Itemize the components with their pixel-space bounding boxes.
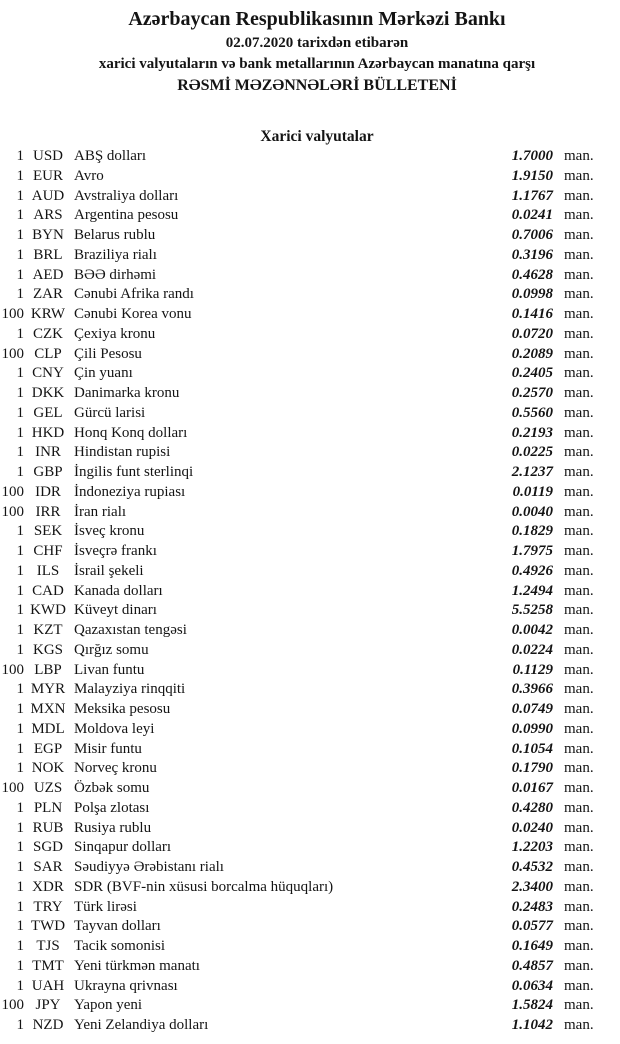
rate-row [0, 898, 620, 918]
rate-value-cell: 0.0998 [511, 286, 553, 303]
rate-value-cell: 0.0042 [511, 622, 553, 638]
rate-row [0, 917, 620, 937]
currency-name-cell: SDR (BVF-nin xüsusi borcalma hüquqları) [74, 878, 334, 895]
rate-value-cell: 0.2089 [511, 345, 553, 362]
currency-code-cell: KGS [32, 641, 63, 658]
unit-cell: man. [564, 740, 594, 757]
quantity-cell: 1 [16, 681, 24, 698]
rate-row [0, 641, 620, 661]
unit-cell: man. [564, 641, 594, 658]
currency-code-cell: ARS [33, 207, 63, 224]
currency-code-cell: KWD [30, 602, 66, 619]
quantity-cell: 1 [16, 404, 24, 421]
currency-code-cell: UAH [31, 977, 65, 994]
rate-row [0, 759, 620, 779]
quantity-cell: 1 [16, 325, 24, 342]
rate-row [0, 582, 620, 602]
rate-row [0, 562, 620, 582]
bank-title: Azərbaycan Respublikasının Mərkəzi Bankı [128, 8, 506, 30]
rate-value-cell: 1.2494 [511, 582, 553, 599]
currency-name-cell: Tayvan dolları [74, 918, 161, 935]
quantity-cell: 1 [16, 562, 24, 579]
unit-cell: man. [564, 207, 594, 224]
quantity-cell: 100 [1, 503, 24, 520]
currency-name-cell: Belarus rublu [74, 227, 156, 243]
rate-value-cell: 0.2570 [511, 385, 553, 401]
currency-name-cell: Kanada dolları [74, 582, 163, 599]
unit-cell: man. [564, 543, 594, 559]
currency-name-cell: İsrail şekeli [74, 562, 144, 579]
currency-name-cell: Meksika pesosu [74, 701, 171, 717]
quantity-cell: 1 [16, 207, 24, 224]
rate-value-cell: 0.2483 [511, 898, 553, 915]
rate-value-cell: 0.0224 [511, 641, 553, 658]
rate-row [0, 463, 620, 483]
unit-cell: man. [564, 918, 594, 935]
unit-cell: man. [564, 266, 594, 283]
quantity-cell: 100 [1, 997, 24, 1014]
quantity-cell: 1 [16, 878, 24, 895]
quantity-cell: 1 [16, 918, 24, 935]
rate-row [0, 503, 620, 523]
rate-row [0, 878, 620, 898]
currency-code-cell: BYN [32, 227, 64, 243]
currency-code-cell: DKK [31, 385, 65, 401]
rate-row [0, 542, 620, 562]
currency-name-cell: Ukrayna qrivnası [74, 977, 178, 994]
rate-row [0, 621, 620, 641]
unit-cell: man. [564, 444, 594, 461]
unit-cell: man. [564, 148, 594, 164]
currency-code-cell: CNY [32, 365, 64, 382]
currency-code-cell: KRW [30, 306, 66, 322]
currency-name-cell: Tacik somonisi [74, 938, 166, 954]
currency-name-cell: Çin yuanı [74, 365, 133, 382]
currency-code-cell: SEK [33, 523, 63, 540]
currency-code-cell: JPY [35, 997, 61, 1014]
quantity-cell: 1 [16, 977, 24, 994]
currency-name-cell: İsveç kronu [74, 523, 145, 540]
currency-code-cell: EUR [33, 167, 63, 184]
currency-name-cell: İsveçrə frankı [74, 543, 157, 559]
quantity-cell: 1 [16, 701, 24, 717]
currency-name-cell: Çexiya kronu [74, 325, 156, 342]
currency-code-cell: PLN [33, 799, 63, 816]
currency-name-cell: Gürcü larisi [74, 404, 146, 421]
rate-value-cell: 0.4532 [511, 859, 553, 875]
currency-code-cell: RUB [32, 819, 64, 836]
unit-cell: man. [564, 957, 594, 974]
rate-row [0, 285, 620, 305]
unit-cell: man. [564, 780, 594, 796]
rate-row [0, 206, 620, 226]
rate-value-cell: 1.9150 [511, 167, 553, 184]
rate-row [0, 384, 620, 404]
rate-row [0, 858, 620, 878]
unit-cell: man. [564, 701, 594, 717]
currency-code-cell: MXN [30, 701, 66, 717]
unit-cell: man. [564, 385, 594, 401]
currency-name-cell: Norveç kronu [74, 760, 157, 777]
currency-name-cell: Misir funtu [74, 740, 142, 757]
currency-code-cell: ZAR [33, 286, 63, 303]
currency-name-cell: Argentina pesosu [74, 207, 179, 224]
rate-value-cell: 1.5824 [511, 997, 553, 1014]
currency-code-cell: BRL [33, 246, 63, 263]
rate-value-cell: 0.4857 [511, 957, 553, 974]
currency-code-cell: NOK [31, 760, 65, 777]
rate-row [0, 779, 620, 799]
unit-cell: man. [564, 799, 594, 816]
currency-code-cell: SGD [32, 839, 63, 856]
rate-value-cell: 0.3196 [511, 246, 553, 263]
rate-value-cell: 0.0990 [511, 720, 553, 737]
quantity-cell: 1 [16, 957, 24, 974]
rate-value-cell: 0.0634 [511, 977, 553, 994]
rate-value-cell: 0.0240 [511, 819, 553, 836]
quantity-cell: 1 [16, 720, 24, 737]
rate-value-cell: 0.1129 [512, 661, 553, 678]
rate-row [0, 1016, 620, 1036]
unit-cell: man. [564, 898, 594, 915]
unit-cell: man. [564, 167, 594, 184]
currency-code-cell: MYR [30, 681, 66, 698]
currency-code-cell: AUD [31, 187, 65, 204]
rate-row [0, 661, 620, 681]
unit-cell: man. [564, 602, 594, 619]
rate-value-cell: 0.0225 [511, 444, 553, 461]
rate-row [0, 483, 620, 503]
currency-name-cell: BƏƏ dirhəmi [74, 266, 157, 283]
currency-code-cell: IRR [35, 503, 61, 520]
quantity-cell: 100 [1, 345, 24, 362]
quantity-cell: 1 [16, 227, 24, 243]
currency-name-cell: Polşa zlotası [74, 799, 150, 816]
effective-date: 02.07.2020 tarixdən etibarən [225, 35, 409, 51]
quantity-cell: 1 [16, 839, 24, 856]
rate-row [0, 187, 620, 207]
rate-value-cell: 0.1790 [511, 760, 553, 777]
rate-row [0, 305, 620, 325]
unit-cell: man. [564, 859, 594, 875]
unit-cell: man. [564, 306, 594, 322]
quantity-cell: 1 [16, 266, 24, 283]
unit-cell: man. [564, 878, 594, 895]
unit-cell: man. [564, 997, 594, 1014]
currency-name-cell: Türk lirəsi [74, 898, 137, 915]
rate-row [0, 167, 620, 187]
rate-row [0, 266, 620, 286]
rate-row [0, 424, 620, 444]
rate-row [0, 799, 620, 819]
rate-row [0, 147, 620, 167]
currency-name-cell: İndoneziya rupiası [74, 483, 186, 500]
currency-code-cell: TJS [36, 938, 60, 954]
rate-value-cell: 0.0577 [511, 918, 553, 935]
currency-code-cell: GBP [33, 464, 63, 480]
quantity-cell: 1 [16, 286, 24, 303]
rate-row [0, 680, 620, 700]
unit-cell: man. [564, 227, 594, 243]
currency-code-cell: ILS [36, 562, 60, 579]
bulletin-header [0, 0, 620, 97]
rate-value-cell: 0.7006 [511, 227, 553, 243]
rate-value-cell: 0.0241 [511, 207, 553, 224]
currency-name-cell: Qırğız somu [74, 641, 149, 658]
unit-cell: man. [564, 681, 594, 698]
currency-name-cell: Hindistan rupisi [74, 444, 171, 461]
quantity-cell: 1 [16, 523, 24, 540]
unit-cell: man. [564, 622, 594, 638]
rate-value-cell: 5.5258 [511, 602, 553, 619]
rate-row [0, 977, 620, 997]
rate-row [0, 325, 620, 345]
currency-name-cell: Cənubi Korea vonu [74, 306, 192, 322]
quantity-cell: 1 [16, 424, 24, 441]
quantity-cell: 100 [1, 483, 24, 500]
currency-code-cell: GEL [33, 404, 63, 421]
currency-name-cell: İngilis funt sterlinqi [74, 464, 194, 480]
currency-code-cell: CAD [32, 582, 64, 599]
quantity-cell: 1 [16, 1017, 24, 1033]
currency-name-cell: İran rialı [74, 503, 127, 520]
quantity-cell: 1 [16, 760, 24, 777]
currency-name-cell: Yeni türkmən manatı [74, 957, 200, 974]
rate-row [0, 246, 620, 266]
rate-value-cell: 2.3400 [511, 878, 553, 895]
currency-code-cell: TWD [30, 918, 66, 935]
unit-cell: man. [564, 503, 594, 520]
unit-cell: man. [564, 760, 594, 777]
rate-value-cell: 0.3966 [511, 681, 553, 698]
currency-name-cell: Yeni Zelandiya dolları [74, 1017, 209, 1033]
quantity-cell: 1 [16, 187, 24, 204]
currency-code-cell: HKD [31, 424, 65, 441]
rate-value-cell: 0.0119 [512, 483, 553, 500]
bulletin-title: RƏSMİ MƏZƏNNƏLƏRİ BÜLLETENİ [177, 77, 457, 94]
unit-cell: man. [564, 365, 594, 382]
unit-cell: man. [564, 582, 594, 599]
rate-value-cell: 0.0167 [511, 780, 553, 796]
currency-name-cell: Braziliya rialı [74, 246, 157, 263]
section-title-foreign-currencies: Xarici valyutalar [260, 128, 374, 145]
rate-value-cell: 0.4926 [511, 562, 553, 579]
unit-cell: man. [564, 325, 594, 342]
quantity-cell: 1 [16, 740, 24, 757]
currency-name-cell: Sinqapur dolları [74, 839, 172, 856]
currency-code-cell: CLP [34, 345, 62, 362]
rate-value-cell: 1.1042 [511, 1017, 553, 1033]
quantity-cell: 1 [16, 898, 24, 915]
quantity-cell: 1 [16, 167, 24, 184]
unit-cell: man. [564, 464, 594, 480]
quantity-cell: 1 [16, 622, 24, 638]
rate-row [0, 996, 620, 1016]
rate-value-cell: 0.0720 [511, 325, 553, 342]
rate-row [0, 226, 620, 246]
rate-value-cell: 0.1054 [511, 740, 553, 757]
currency-name-cell: Qazaxıstan tengəsi [74, 622, 187, 638]
currency-name-cell: Səudiyyə Ərəbistanı rialı [74, 859, 224, 875]
currency-name-cell: Cənubi Afrika randı [74, 286, 194, 303]
rate-value-cell: 0.1416 [511, 306, 553, 322]
rates-table [0, 147, 620, 1036]
rate-row [0, 364, 620, 384]
quantity-cell: 1 [16, 938, 24, 954]
rate-value-cell: 0.4280 [511, 799, 553, 816]
rate-row [0, 700, 620, 720]
currency-name-cell: Avstraliya dolları [74, 187, 179, 204]
unit-cell: man. [564, 562, 594, 579]
currency-code-cell: TMT [32, 957, 64, 974]
rate-row [0, 601, 620, 621]
currency-name-cell: Avro [74, 167, 104, 184]
currency-code-cell: CHF [33, 543, 63, 559]
currency-name-cell: Honq Konq dolları [74, 424, 188, 441]
rate-value-cell: 0.1829 [511, 523, 553, 540]
rate-value-cell: 0.2405 [511, 365, 553, 382]
currency-name-cell: Livan funtu [74, 661, 145, 678]
currency-name-cell: Yapon yeni [74, 997, 143, 1014]
rate-value-cell: 0.0040 [511, 503, 553, 520]
currency-name-cell: ABŞ dolları [74, 148, 147, 164]
rate-value-cell: 1.7975 [511, 543, 553, 559]
unit-cell: man. [564, 286, 594, 303]
rate-row [0, 740, 620, 760]
unit-cell: man. [564, 345, 594, 362]
quantity-cell: 1 [16, 385, 24, 401]
rate-row [0, 345, 620, 365]
currency-name-cell: Çili Pesosu [74, 345, 142, 362]
quantity-cell: 1 [16, 819, 24, 836]
quantity-cell: 1 [16, 148, 24, 164]
quantity-cell: 1 [16, 602, 24, 619]
rate-row [0, 443, 620, 463]
unit-cell: man. [564, 839, 594, 856]
rate-row [0, 720, 620, 740]
currency-code-cell: CZK [33, 325, 63, 342]
quantity-cell: 1 [16, 582, 24, 599]
currency-name-cell: Rusiya rublu [74, 819, 152, 836]
unit-cell: man. [564, 424, 594, 441]
quantity-cell: 1 [16, 799, 24, 816]
rate-value-cell: 1.7000 [511, 148, 553, 164]
unit-cell: man. [564, 246, 594, 263]
currency-name-cell: Malayziya rinqqiti [74, 681, 186, 698]
quantity-cell: 100 [1, 661, 24, 678]
unit-cell: man. [564, 977, 594, 994]
unit-cell: man. [564, 938, 594, 954]
unit-cell: man. [564, 720, 594, 737]
rate-value-cell: 0.0749 [511, 701, 553, 717]
quantity-cell: 1 [16, 543, 24, 559]
unit-cell: man. [564, 819, 594, 836]
quantity-cell: 1 [16, 464, 24, 480]
quantity-cell: 100 [1, 780, 24, 796]
rate-row [0, 937, 620, 957]
currency-code-cell: KZT [33, 622, 63, 638]
rate-value-cell: 0.4628 [511, 266, 553, 283]
rate-value-cell: 2.1237 [511, 464, 553, 480]
currency-code-cell: EGP [33, 740, 63, 757]
unit-cell: man. [564, 483, 594, 500]
currency-name-cell: Özbək somu [74, 780, 150, 796]
currency-code-cell: MDL [31, 720, 65, 737]
currency-name-cell: Danimarka kronu [74, 385, 180, 401]
rate-row [0, 957, 620, 977]
unit-cell: man. [564, 661, 594, 678]
quantity-cell: 1 [16, 859, 24, 875]
quantity-cell: 100 [1, 306, 24, 322]
rate-value-cell: 0.2193 [511, 424, 553, 441]
rate-value-cell: 1.2203 [511, 839, 553, 856]
rate-row [0, 819, 620, 839]
currency-code-cell: TRY [33, 898, 63, 915]
currency-name-cell: Moldova leyi [74, 720, 155, 737]
rate-row [0, 838, 620, 858]
currency-code-cell: XDR [32, 878, 64, 895]
currency-name-cell: Küveyt dinarı [74, 602, 157, 619]
currency-code-cell: IDR [35, 483, 61, 500]
rate-value-cell: 1.1767 [511, 187, 553, 204]
quantity-cell: 1 [16, 365, 24, 382]
rate-row [0, 522, 620, 542]
currency-code-cell: SAR [33, 859, 63, 875]
unit-cell: man. [564, 523, 594, 540]
unit-cell: man. [564, 187, 594, 204]
quantity-cell: 1 [16, 246, 24, 263]
unit-cell: man. [564, 1017, 594, 1033]
rate-value-cell: 0.1649 [511, 938, 553, 954]
bulletin-subtitle: xarici valyutaların və bank metallarının Azərbaycan manatına qarşı [98, 56, 536, 72]
rate-row [0, 404, 620, 424]
unit-cell: man. [564, 404, 594, 421]
currency-code-cell: LBP [34, 661, 62, 678]
currency-code-cell: USD [32, 148, 63, 164]
quantity-cell: 1 [16, 444, 24, 461]
currency-code-cell: NZD [32, 1017, 64, 1033]
quantity-cell: 1 [16, 641, 24, 658]
currency-code-cell: UZS [33, 780, 63, 796]
currency-code-cell: INR [35, 444, 61, 461]
rate-value-cell: 0.5560 [511, 404, 553, 421]
currency-code-cell: AED [32, 266, 64, 283]
